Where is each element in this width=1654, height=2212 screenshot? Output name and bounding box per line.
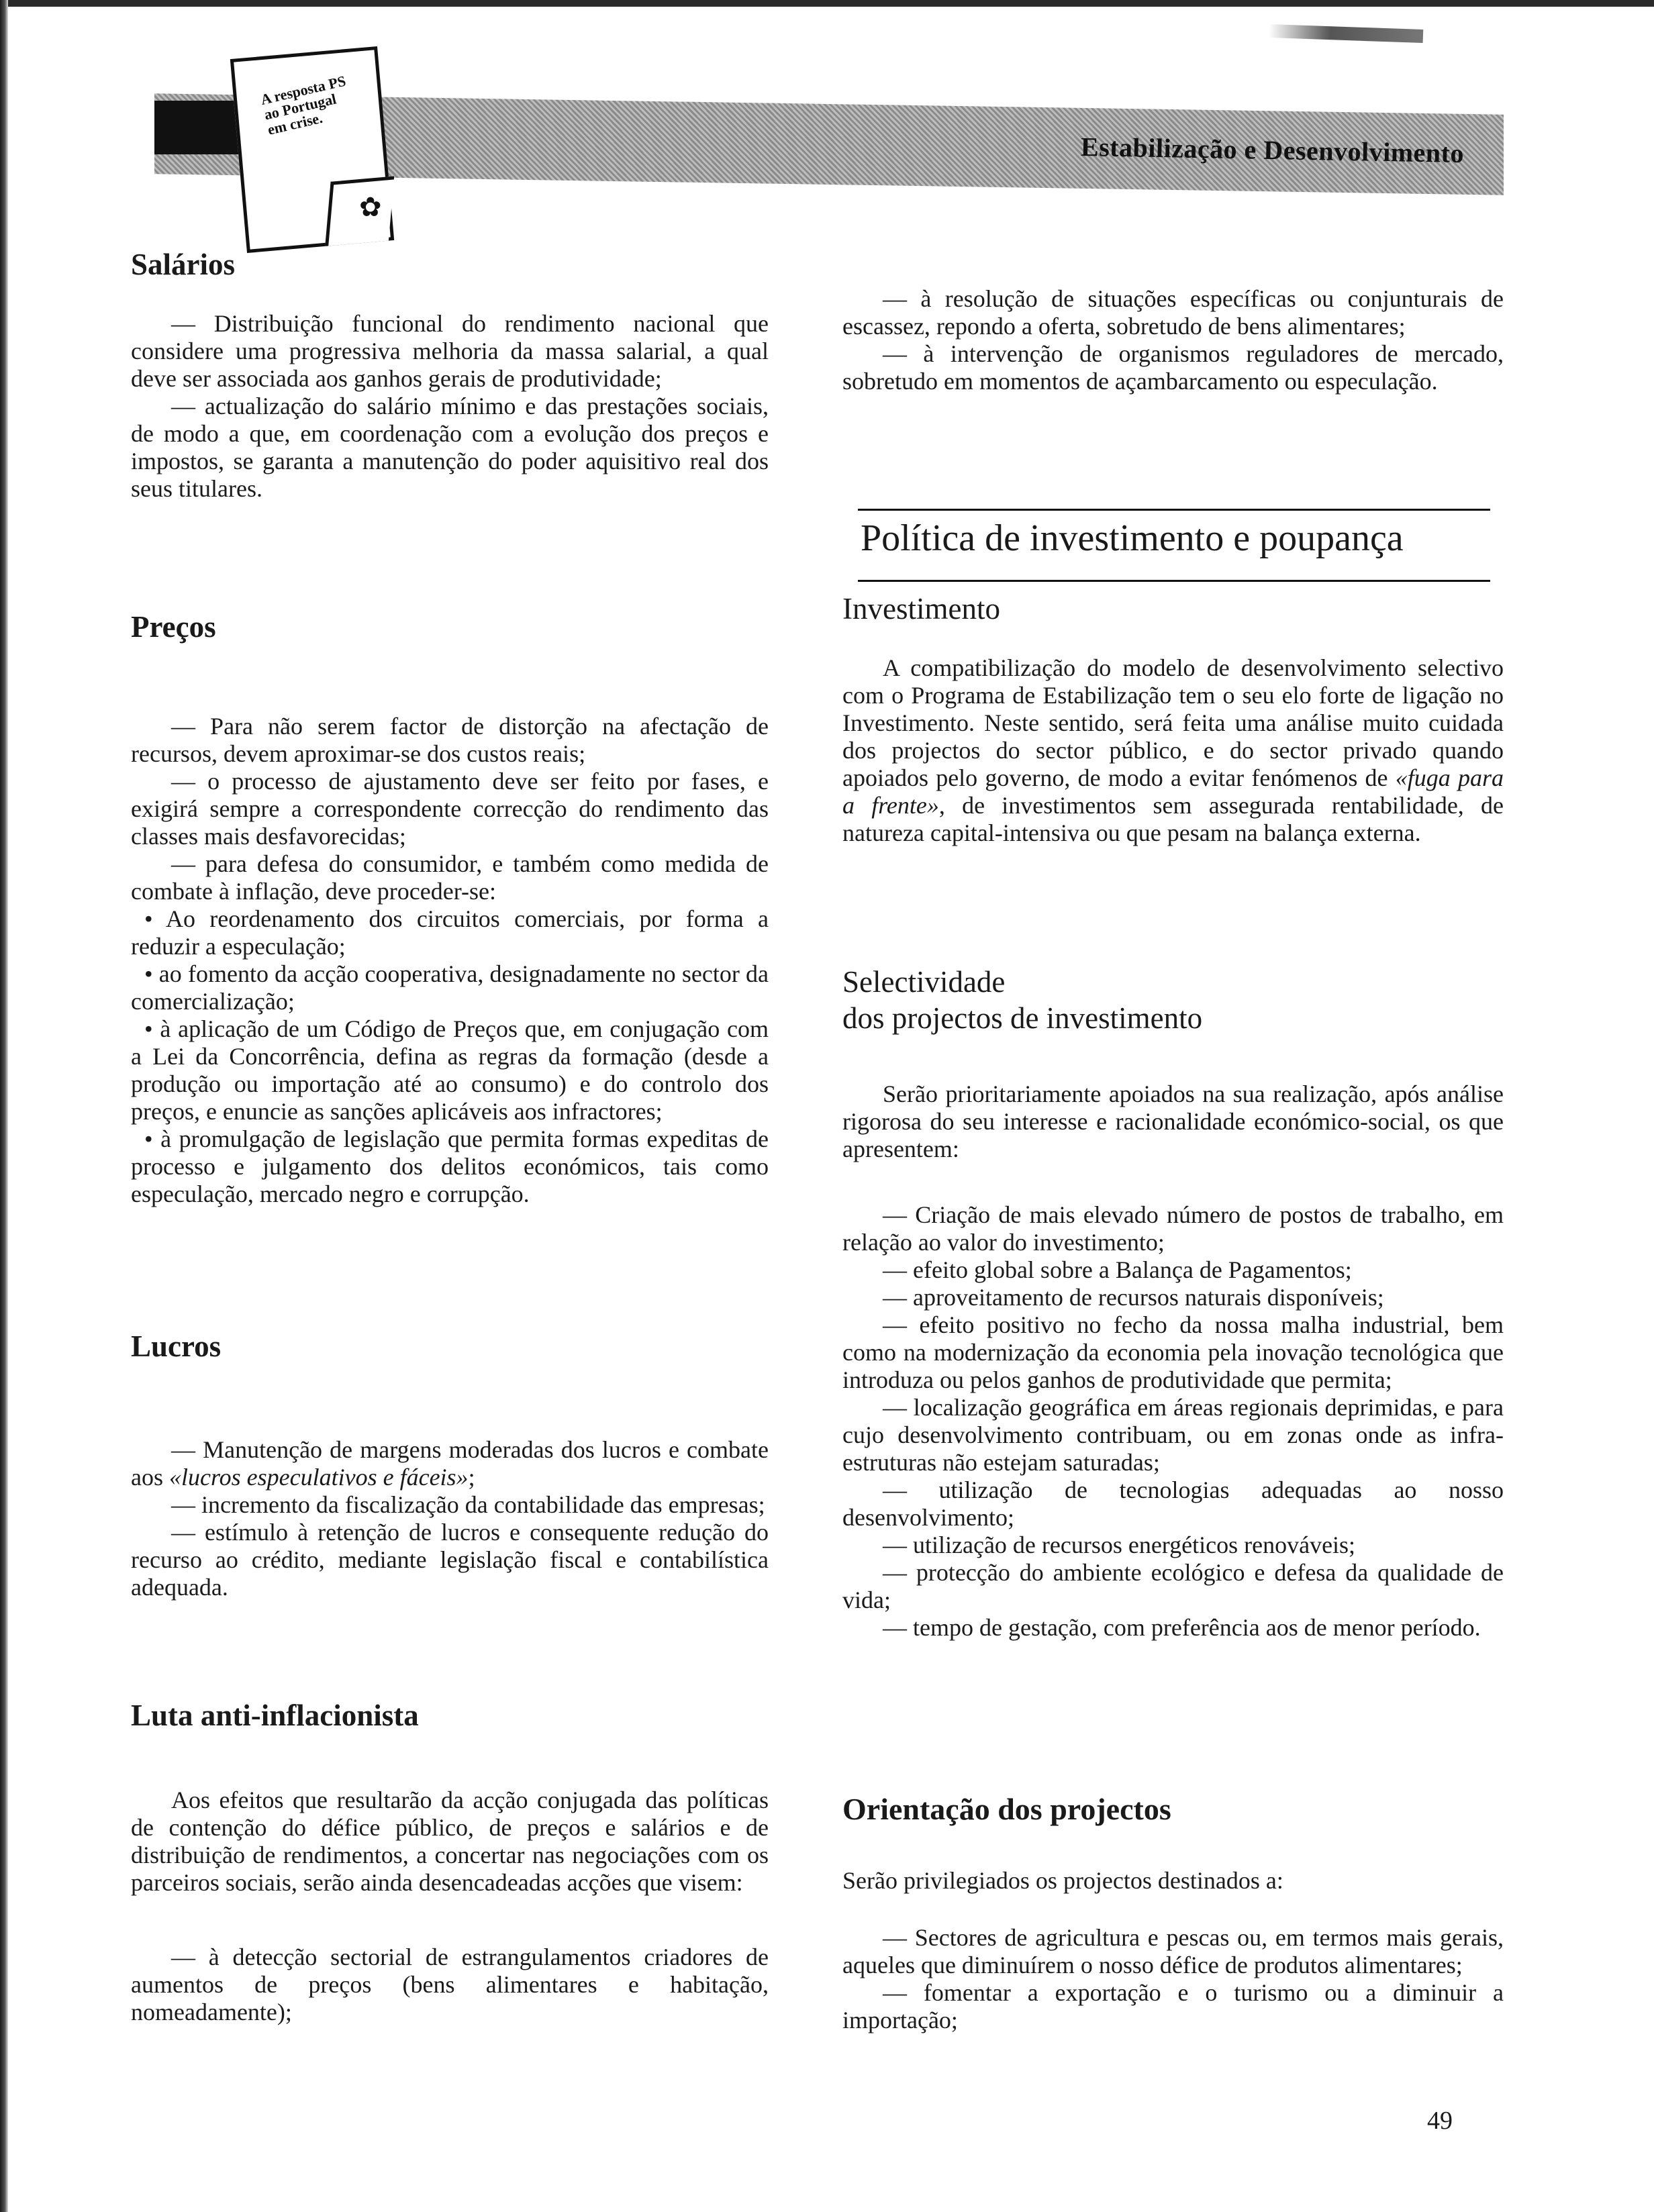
page-number: 49 xyxy=(1427,2107,1453,2135)
paragraph: — incremento da fiscalização da contabilidade das empresas; xyxy=(171,1491,765,1518)
paragraph: — Para não serem factor de distorção na afectação de recursos, devem aproximar-se dos custos reais; xyxy=(131,713,769,767)
section-selectividade xyxy=(842,964,1504,1036)
paragraph xyxy=(131,1436,769,1491)
section-luta xyxy=(131,1698,769,1733)
list-item: — efeito positivo no fecho da nossa malha industrial, bem como na modernização da economia pela inovação tecnológica que introduza ou pelos ganhos de produtividade que permita; xyxy=(842,1311,1504,1393)
heading-salarios: Salários xyxy=(131,248,236,281)
list-item: — utilização de tecnologias adequadas ao nosso desenvolvimento; xyxy=(842,1476,1504,1531)
section-header-title: Estabilização e Desenvolvimento xyxy=(1080,132,1465,168)
right-intro xyxy=(842,285,1504,395)
logo-text: A resposta PS ao Portugal em crise. xyxy=(258,72,348,139)
selectividade-body xyxy=(842,1080,1504,1163)
scan-edge-left xyxy=(0,0,8,2212)
heading-investimento: Investimento xyxy=(842,592,1000,625)
text-run: ; xyxy=(468,1464,475,1491)
orientacao-body xyxy=(842,1867,1504,2034)
title-rule-top xyxy=(858,509,1490,511)
bullet-item: • ao fomento da acção cooperativa, designadamente no sector da comercialização; xyxy=(131,960,769,1015)
section-lucros xyxy=(131,1329,769,1364)
paragraph: — estímulo à retenção de lucros e consequente redução do recurso ao crédito, mediante legislação fiscal e contabilística adequada. xyxy=(131,1519,769,1601)
rose-fist-icon: ✿ xyxy=(359,192,382,222)
paragraph: — o processo de ajustamento deve ser feito por fases, e exigirá sempre a correspondente correcção do rendimento das classes mais desfavorecidas; xyxy=(131,768,769,850)
investimento-body xyxy=(842,654,1504,847)
paragraph: Serão prioritariamente apoiados na sua realização, após análise rigorosa do seu interesse e racionalidade económico-social, os que apresentem: xyxy=(842,1080,1504,1162)
text-run: A compatibilização do modelo de desenvolvimento selectivo com o Programa de Estabilização tem o seu elo forte de ligação no Investimento. Neste sentido, será feita uma análise muito cuidada dos projectos do sector público, e do sector privado quando apoiados pelo governo, de modo a evitar fenómenos de xyxy=(842,654,1504,791)
section-precos xyxy=(131,609,769,644)
paragraph: — para defesa do consumidor, e também como medida de combate à inflação, deve proceder-se: xyxy=(131,850,769,905)
list-item: — Criação de mais elevado número de postos de trabalho, em relação ao valor do investimento; xyxy=(842,1201,1504,1256)
heading-lucros: Lucros xyxy=(131,1329,222,1363)
list-item: — tempo de gestação, com preferência aos de menor período. xyxy=(883,1614,1481,1641)
precos-body xyxy=(131,713,769,1208)
bullet-item: • à aplicação de um Código de Preços que, em conjugação com a Lei da Concorrência, defina as regras da formação (desde a produção ou importação até ao consumo) e do controlo dos preços, e enuncie as sanções aplicáveis aos infractores; xyxy=(131,1015,769,1125)
list-item: — Sectores de agricultura e pescas ou, em termos mais gerais, aqueles que diminuírem o nosso défice de produtos alimentares; xyxy=(842,1924,1504,1978)
heading-selectividade-line2: dos projectos de investimento xyxy=(842,1001,1203,1035)
lucros-body xyxy=(131,1436,769,1601)
list-item: — utilização de recursos energéticos renováveis; xyxy=(883,1531,1356,1558)
scan-edge-top xyxy=(0,0,1654,7)
list-item: — localização geográfica em áreas regionais deprimidas, e para cujo desenvolvimento contribuam, ou em zonas onde as infra-estruturas não estejam saturadas; xyxy=(842,1394,1504,1476)
title-rule-bottom xyxy=(858,580,1490,582)
section-investimento xyxy=(842,591,1504,627)
italic-quote: «fuga para a frente» xyxy=(842,764,1504,819)
paragraph: Serão privilegiados os projectos destinados a: xyxy=(842,1867,1283,1894)
paragraph: — actualização do salário mínimo e das prestações sociais, de modo a que, em coordenação com a evolução dos preços e impostos, se garanta a manutenção do poder aquisitivo real dos seus titulares. xyxy=(131,393,769,502)
main-section-title: Política de investimento e poupança xyxy=(861,517,1404,559)
heading-orientacao: Orientação dos projectos xyxy=(842,1792,1171,1826)
heading-selectividade-line1: Selectividade xyxy=(842,965,1006,999)
list-item: — fomentar a exportação e o turismo ou a diminuir a importação; xyxy=(842,1979,1504,2033)
section-salarios xyxy=(131,247,769,282)
section-orientacao xyxy=(842,1792,1504,1827)
text-run: — Manutenção de margens moderadas dos lucros e combate aos xyxy=(131,1436,769,1491)
salarios-body xyxy=(131,310,769,503)
paragraph: — à intervenção de organismos reguladores de mercado, sobretudo em momentos de açambarcamento ou especulação. xyxy=(842,340,1504,395)
paragraph: — à detecção sectorial de estrangulamentos criadores de aumentos de preços (bens alimentares e habitação, nomeadamente); xyxy=(131,1944,769,2025)
selectividade-list xyxy=(842,1201,1504,1642)
paragraph: — Distribuição funcional do rendimento nacional que considere uma progressiva melhoria da massa salarial, a qual deve ser associada aos ganhos gerais de produtividade; xyxy=(131,310,769,392)
list-item: — protecção do ambiente ecológico e defesa da qualidade de vida; xyxy=(842,1559,1504,1613)
paragraph xyxy=(842,654,1504,847)
list-item: — aproveitamento de recursos naturais disponíveis; xyxy=(883,1284,1384,1311)
list-item: — efeito global sobre a Balança de Pagamentos; xyxy=(883,1256,1352,1283)
bullet-item: • Ao reordenamento dos circuitos comerciais, por forma a reduzir a especulação; xyxy=(131,905,769,960)
bullet-item: • à promulgação de legislação que permita formas expeditas de processo e julgamento dos delitos económicos, tais como especulação, mercado negro e corrupção. xyxy=(131,1125,769,1207)
scan-smudge xyxy=(1269,24,1424,43)
italic-quote: «lucros especulativos e fáceis» xyxy=(169,1464,469,1491)
paragraph: Aos efeitos que resultarão da acção conjugada das políticas de contenção do défice público, de preços e salários e de distribuição de rendimentos, a concertar nas negociações com os parceiros sociais, serão ainda desencadeadas acções que visem: xyxy=(131,1787,769,1896)
luta-body xyxy=(131,1787,769,2026)
heading-precos: Preços xyxy=(131,610,216,644)
text-run: , de investimentos sem assegurada rentabilidade, de natureza capital-intensiva ou que pesam na balança externa. xyxy=(842,792,1504,846)
heading-luta-anti-inflacionista: Luta anti-inflacionista xyxy=(131,1699,419,1732)
paragraph: — à resolução de situações específicas ou conjunturais de escassez, repondo a oferta, sobretudo de bens alimentares; xyxy=(842,285,1504,340)
